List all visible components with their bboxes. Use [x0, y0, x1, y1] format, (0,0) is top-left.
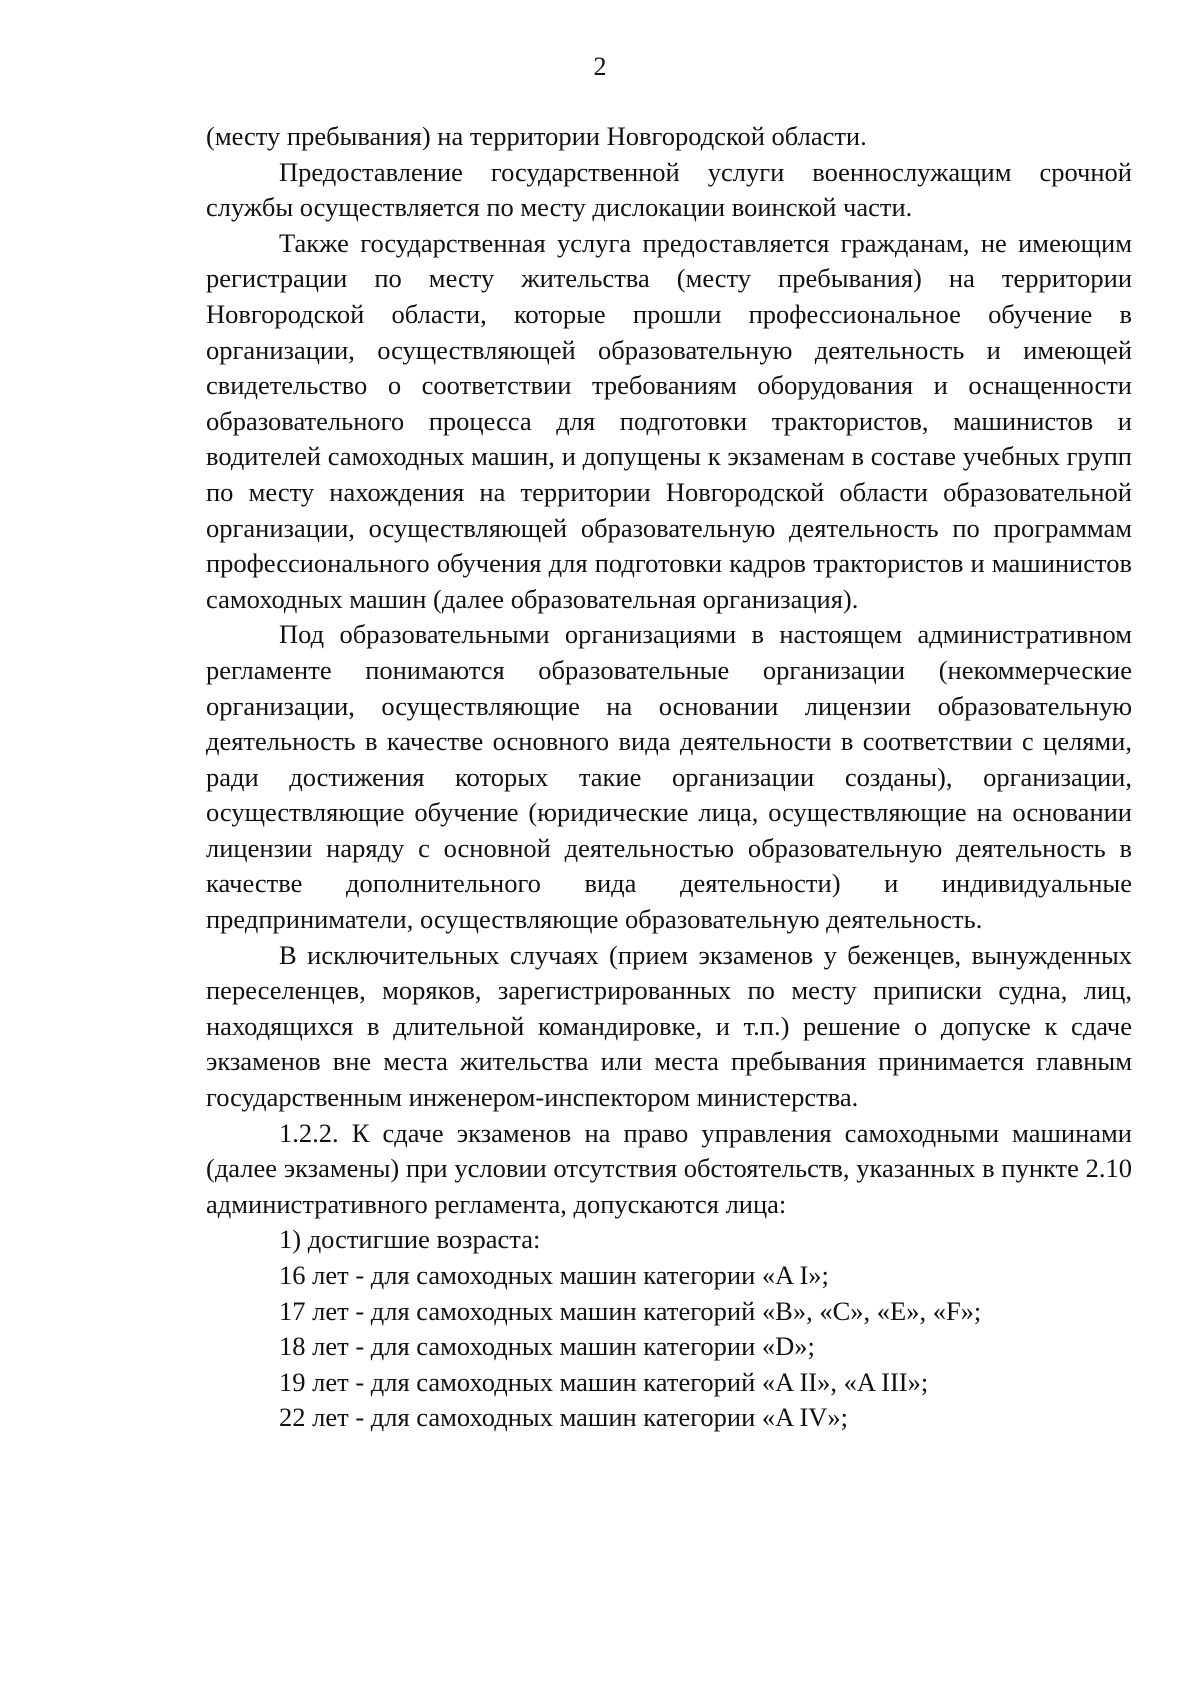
- document-body: [206, 119, 1132, 1436]
- list-item-age-16: 16 лет - для самоходных машин категории «A I»;: [279, 1260, 829, 1290]
- list-item-age-19: 19 лет - для самоходных машин категорий «A II», «A III»;: [279, 1366, 929, 1397]
- list-item-age-heading: 1) достигшие возраста:: [279, 1224, 541, 1255]
- paragraph-military-service: Предоставление государственной услуги военнослужащим срочной службы осуществляется по месту дислокации воинской части.: [206, 156, 1132, 223]
- page-number: 2: [593, 52, 607, 81]
- paragraph-unregistered-citizens: Также государственная услуга предоставляется гражданам, не имеющим регистрации по месту жительства (месту пребывания) на территории Новгородской области, которые прошли профессиональное обучение в организации, осуществляющей образовательную деятельность и имеющей свидетельство о соответствии требованиям оборудования и оснащенности образовательного процесса для подготовки трактористов, машинистов и водителей самоходных машин, и допущены к экзаменам в составе учебных групп по месту нахождения на территории Новгородской области образовательной организации, осуществляющей образовательную деятельность по программам профессионального обучения для подготовки кадров трактористов и машинистов самоходных машин (далее образовательная организация).: [206, 227, 1132, 614]
- list-item-age-22: 22 лет - для самоходных машин категории «A IV»;: [279, 1402, 849, 1433]
- paragraph-clause-1-2-2: 1.2.2. К сдаче экзаменов на право управления самоходными машинами (далее экзамены) при условии отсутствия обстоятельств, указанных в пункте 2.10 административного регламента, допускаются лица:: [206, 1117, 1132, 1219]
- paragraph-exceptional-cases: В исключительных случаях (прием экзаменов у беженцев, вынужденных переселенцев, моряков, зарегистрированных по месту приписки судна, лиц, находящихся в длительной командировке, и т.п.) решение о допуске к сдаче экзаменов вне места жительства или места пребывания принимается главным государственным инженером-инспектором министерства.: [206, 939, 1132, 1113]
- list-item-age-17: 17 лет - для самоходных машин категорий «B», «C», «E», «F»;: [279, 1295, 982, 1326]
- paragraph-educational-organizations: Под образовательными организациями в настоящем административном регламенте понимаются образовательные организации (некоммерческие организации, осуществляющие на основании лицензии образовательную деятельность в качестве основного вида деятельности в соответствии с целями, ради достижения которых такие организации созданы), организации, осуществляющие обучение (юридические лица, осуществляющие на основании лицензии наряду с основной деятельностью образовательную деятельность в качестве дополнительного вида деятельности) и индивидуальные предприниматели, осуществляющие образовательную деятельность.: [206, 619, 1132, 935]
- list-item-age-18: 18 лет - для самоходных машин категории «D»;: [279, 1331, 815, 1362]
- paragraph-continuation: (месту пребывания) на территории Новгородской области.: [206, 121, 867, 151]
